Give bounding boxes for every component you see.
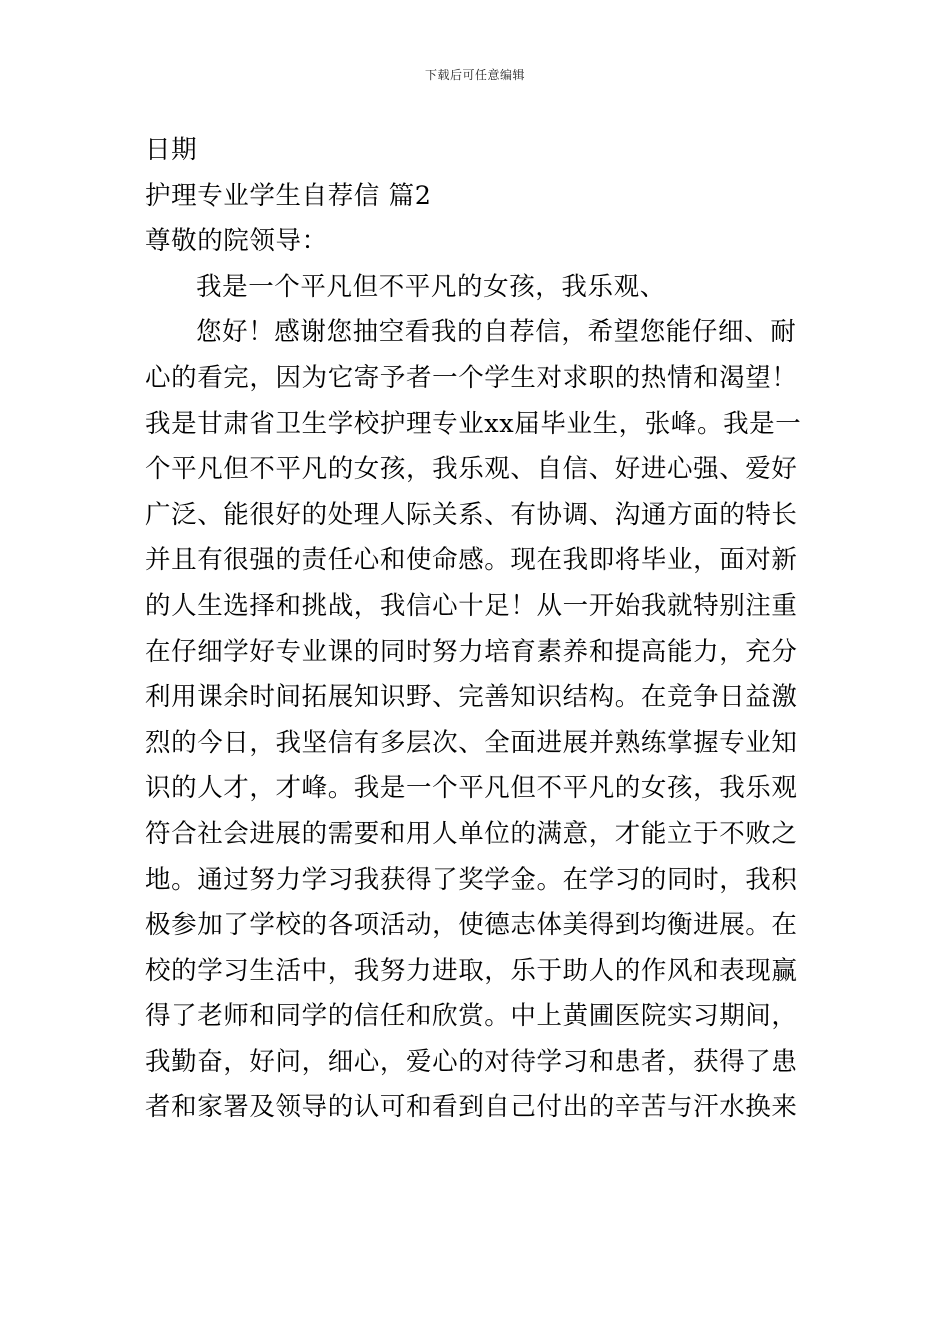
body-line: 我是甘肃省卫生学校护理专业xx届毕业生，张峰。我是一 <box>145 408 802 439</box>
body-line: 烈的今日，我坚信有多层次、全面进展并熟练掌握专业知 <box>145 727 798 758</box>
body-line: 在仔细学好专业课的同时努力培育素养和提高能力，充分 <box>145 636 798 667</box>
document-body <box>145 128 810 1131</box>
body-line: 识的人才，才峰。我是一个平凡但不平凡的女孩，我乐观 <box>145 773 798 804</box>
body-line: 我勤奋，好问，细心，爱心的对待学习和患者，获得了患 <box>145 1046 798 1077</box>
date-line: 日期 <box>145 135 198 165</box>
body-line: 个平凡但不平凡的女孩，我乐观、自信、好进心强、爱好 <box>145 454 798 485</box>
document-title: 护理专业学生自荐信 篇2 <box>145 180 432 211</box>
body-line: 您好！感谢您抽空看我的自荐信，希望您能仔细、耐 <box>196 317 797 348</box>
body-line: 的人生选择和挑战，我信心十足！从一开始我就特别注重 <box>145 590 798 621</box>
body-line: 利用课余时间拓展知识野、完善知识结构。在竞争日益激 <box>145 682 798 713</box>
salutation: 尊敬的院领导： <box>145 226 328 257</box>
body-line: 得了老师和同学的信任和欣赏。中上黄圃医院实习期间， <box>145 1001 798 1032</box>
body-line: 者和家署及领导的认可和看到自己付出的辛苦与汗水换来 <box>145 1092 798 1123</box>
body-line: 地。通过努力学习我获得了奖学金。在学习的同时，我积 <box>145 864 798 895</box>
body-line: 极参加了学校的各项活动，使德志体美得到均衡进展。在 <box>145 910 798 941</box>
body-line: 广泛、能很好的处理人际关系、有协调、沟通方面的特长 <box>145 499 798 530</box>
body-line: 校的学习生活中，我努力进取，乐于助人的作风和表现赢 <box>145 955 798 986</box>
body-line: 我是一个平凡但不平凡的女孩，我乐观、 <box>196 271 666 302</box>
header-note: 下载后可任意编辑 <box>424 68 525 82</box>
body-line: 符合社会进展的需要和用人单位的满意，才能立于不败之 <box>145 818 798 849</box>
body-line: 并且有很强的责任心和使命感。现在我即将毕业，面对新 <box>145 545 798 576</box>
body-line: 心的看完，因为它寄予者一个学生对求职的热情和渴望！ <box>145 362 798 393</box>
